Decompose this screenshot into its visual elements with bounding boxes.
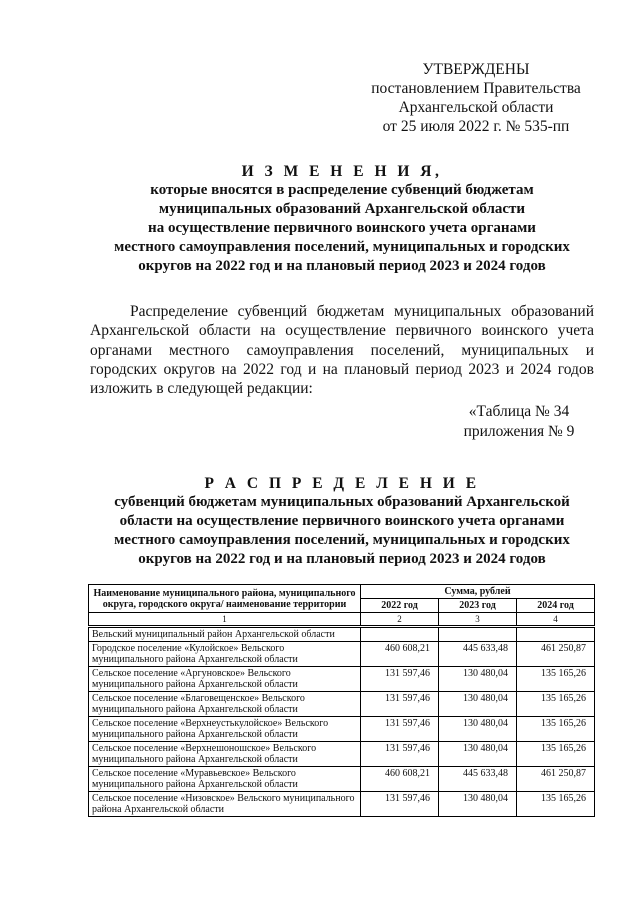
value-2023-cell: 130 480,04: [439, 667, 517, 692]
value-2023-cell: 130 480,04: [439, 742, 517, 767]
distribution-subtitle-line: субвенций бюджетам муниципальных образований Архангельской: [114, 494, 570, 510]
distribution-subtitle-line: области на осуществление первичного воинского учета органами: [119, 513, 565, 529]
value-2024-cell: 461 250,87: [517, 767, 595, 792]
table-group-row: [89, 627, 595, 642]
header-year-cell: 2024 год: [517, 599, 595, 613]
value-2023-cell: 445 633,48: [439, 767, 517, 792]
row-name-cell: Сельское поселение «Низовское» Вельского муниципального района Архангельской области: [89, 792, 361, 817]
changes-subtitle-line: на осуществление первичного воинского учета органами: [148, 220, 536, 236]
changes-heading: И З М Е Н Е Н И Я,: [241, 163, 443, 180]
approval-line: Архангельской области: [398, 99, 554, 116]
table-row: [89, 767, 595, 792]
row-name-cell: Сельское поселение «Муравьевское» Вельского муниципального района Архангельской области: [89, 767, 361, 792]
value-2024-cell: 135 165,26: [517, 717, 595, 742]
value-2022-cell: 131 597,46: [361, 692, 439, 717]
value-2022-cell: 460 608,21: [361, 767, 439, 792]
value-2022-cell: 460 608,21: [361, 642, 439, 667]
row-name-cell: Сельское поселение «Аргуновское» Вельского муниципального района Архангельской области: [89, 667, 361, 692]
table-reference-line: приложения № 9: [463, 422, 575, 440]
table-reference-line: «Таблица № 34: [468, 403, 570, 420]
table-row: [89, 642, 595, 667]
table-row: [89, 792, 595, 817]
value-2023-cell: 130 480,04: [439, 792, 517, 817]
value-2024-cell: 135 165,26: [517, 667, 595, 692]
approval-date: от 25 июля 2022 г. № 535-пп: [382, 118, 570, 135]
index-cell: 1: [89, 613, 361, 627]
table-row: [89, 667, 595, 692]
header-year-cell: 2022 год: [361, 599, 439, 613]
index-cell: 2: [361, 613, 439, 627]
value-2022-cell: 131 597,46: [361, 792, 439, 817]
value-2022-cell: 131 597,46: [361, 717, 439, 742]
row-name-cell: Городское поселение «Кулойское» Вельского муниципального района Архангельской области: [89, 642, 361, 667]
value-2024-cell: 135 165,26: [517, 692, 595, 717]
distribution-heading: Р А С П Р Е Д Е Л Е Н И Е: [204, 475, 480, 492]
row-name-cell: Сельское поселение «Верхнешоношское» Вельского муниципального района Архангельской области: [89, 742, 361, 767]
header-name-cell: Наименование муниципального района, муниципального округа, городского округа/ наименование территории: [89, 585, 361, 613]
changes-subtitle-line: муниципальных образований Архангельской области: [158, 201, 526, 217]
distribution-subtitle-line: округов на 2022 год и на плановый период 2023 и 2024 годов: [138, 551, 546, 567]
header-sum-cell: Сумма, рублей: [361, 585, 595, 599]
changes-subtitle-line: округов на 2022 год и на плановый период 2023 и 2024 годов: [138, 258, 546, 274]
table-row: [89, 742, 595, 767]
distribution-table: [88, 584, 595, 817]
approval-line: постановлением Правительства: [371, 80, 581, 97]
changes-title-block: [90, 162, 594, 276]
distribution-subtitle-line: местного самоуправления поселений, муниципальных и городских: [114, 532, 570, 548]
approval-block: [356, 60, 596, 136]
value-2022-cell: 131 597,46: [361, 742, 439, 767]
value-2024-cell: 461 250,87: [517, 642, 595, 667]
row-name-cell: Сельское поселение «Верхнеустькулойское» Вельского муниципального района Архангельской области: [89, 717, 361, 742]
changes-subtitle-line: местного самоуправления поселений, муниципальных и городских: [114, 239, 570, 255]
value-2024-cell: 135 165,26: [517, 742, 595, 767]
table-row: [89, 692, 595, 717]
changes-subtitle-line: которые вносятся в распределение субвенций бюджетам: [150, 182, 534, 198]
index-cell: 4: [517, 613, 595, 627]
table-row: [89, 717, 595, 742]
value-2024-cell: 135 165,26: [517, 792, 595, 817]
header-year-cell: 2023 год: [439, 599, 517, 613]
index-cell: 3: [439, 613, 517, 627]
value-2022-cell: 131 597,46: [361, 667, 439, 692]
value-2023-cell: 130 480,04: [439, 717, 517, 742]
distribution-title-block: [90, 474, 594, 569]
table-reference: [450, 402, 588, 441]
value-2023-cell: 130 480,04: [439, 692, 517, 717]
body-paragraph: Распределение субвенций бюджетам муниципальных образований Архангельской области на осуществление первичного воинского учета органами местного самоуправления поселений, муниципальных и городских округов на 2022 год и на плановый период 2023 и 2024 годов изложить в следующей редакции:: [90, 303, 594, 398]
row-name-cell: Сельское поселение «Благовещенское» Вельского муниципального района Архангельской области: [89, 692, 361, 717]
approval-title: УТВЕРЖДЕНЫ: [422, 61, 530, 78]
value-2023-cell: 445 633,48: [439, 642, 517, 667]
group-name-cell: Вельский муниципальный район Архангельской области: [89, 627, 361, 642]
